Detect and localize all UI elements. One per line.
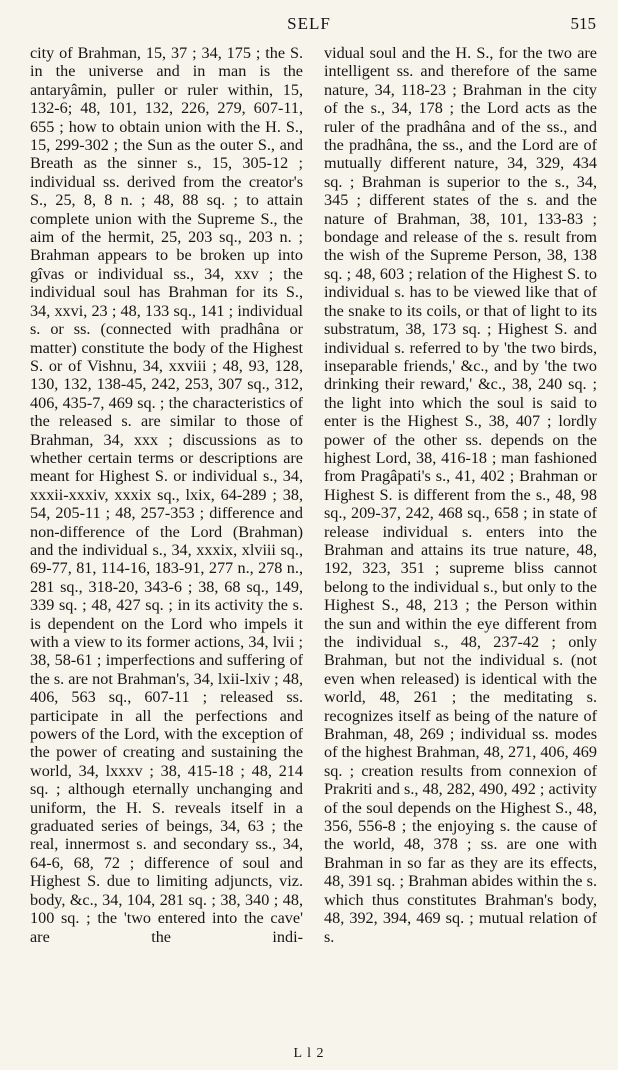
page-header <box>0 14 618 40</box>
signature-mark: L l 2 <box>293 1046 325 1061</box>
index-text-left: city of Brahman, 15, 37 ; 34, 175 ; the S. in the universe and in man is the antaryâmin, puller or ruler within, 15, 132-6; 48, 101, 132, 226, 279, 607-11, 655 ; how to obtain union with the H. S., 15, 299-302 ; the Sun as the outer S., and Breath as the sinner s., 15, 305-12 ; individual ss. derived from the creator's S., 25, 8, 8 n. ; 48, 88 sq. ; to attain complete union with the Supreme S., the aim of the hermit, 25, 203 sq., 203 n. ; Brahman appears to be broken up into gîvas or individual ss., 34, xxv ; the individual soul has Brahman for its S., 34, xxvi, 23 ; 48, 133 sq., 141 ; individual s. or ss. (connected with pradhâna or matter) constitute the body of the Highest S. or of Vishnu, 34, xxviii ; 48, 93, 128, 130, 132, 138-45, 242, 253, 307 sq., 312, 406, 435-7, 469 sq. ; the characteristics of the released s. are similar to those of Brahman, 34, xxx ; discussions as to whether certain terms or descriptions are meant for Highest S. or individual s., 34, xxxii-xxxiv, xxxix sq., lxix, 64-289 ; 38, 54, 205-11 ; 48, 257-353 ; difference and non-difference of the Lord (Brahman) and the individual s., 34, xxxix, xlviii sq., 69-77, 81, 114-16, 183-91, 277 n., 278 n., 281 sq., 318-20, 343-6 ; 38, 68 sq., 149, 339 sq. ; 48, 427 sq. ; in its activity the s. is dependent on the Lord who impels it with a view to its former actions, 34, lvii ; 38, 58-61 ; imperfections and suffering of the s. are not Brahman's, 34, lxii-lxiv ; 48, 406, 563 sq., 607-11 ; released ss. participate in all the perfections and powers of the Lord, with the exception of the power of creating and sustaining the world, 34, lxxxv ; 38, 415-18 ; 48, 214 sq. ; although eternally unchanging and uniform, the H. S. reveals itself in a graduated series of beings, 34, 63 ; the real, innermost s. and secondary ss., 34, 64-6, 68, 72 ; difference of soul and Highest S. due to limiting adjuncts, viz. body, &c., 34, 104, 281 sq. ; 38, 340 ; 48, 100 sq. ; the 'two entered into the cave' are the indi- <box>30 44 303 946</box>
index-text-right: vidual soul and the H. S., for the two are intelligent ss. and therefore of the same nature, 34, 118-23 ; Brahman in the city of the s., 34, 178 ; the Lord acts as the ruler of the pradhâna and of the ss., and the pradhâna, the ss., and the Lord are of mutually different nature, 34, 329, 434 sq. ; Brahman is superior to the s., 34, 345 ; different states of the s. and the nature of Brahman, 38, 101, 133-83 ; bondage and release of the s. result from the wish of the Supreme Person, 38, 138 sq. ; 48, 603 ; relation of the Highest S. to individual s. has to be viewed like that of the snake to its coils, or that of light to its substratum, 38, 173 sq. ; Highest S. and individual s. referred to by 'the two birds, inseparable friends,' &c., and by 'the two drinking their reward,' &c., 38, 240 sq. ; the light into which the soul is said to enter is the Highest S., 38, 407 ; lordly power of the other ss. depends on the highest Lord, 38, 416-18 ; man fashioned from Pragâpati's s., 41, 402 ; Brahman or Highest S. is different from the s., 48, 98 sq., 209-37, 242, 468 sq., 658 ; in state of release individual s. enters into the Brahman and attains its true nature, 48, 192, 323, 351 ; supreme bliss cannot belong to the individual s., but only to the Highest S., 48, 213 ; the Person within the sun and within the eye different from the individual s., 48, 237-42 ; only Brahman, but not the individual s. (not even when released) is identical with the world, 48, 261 ; the meditating s. recognizes itself as being of the nature of Brahman, 48, 269 ; individual ss. modes of the highest Brahman, 48, 271, 406, 469 sq. ; creation results from connexion of Prakriti and s., 48, 282, 490, 492 ; activity of the soul depends on the Highest S., 48, 356, 556-8 ; the enjoying s. the cause of the world, 48, 378 ; ss. are one with Brahman in so far as they are its effects, 48, 391 sq. ; Brahman abides within the s. which thus constitutes Brahman's body, 48, 392, 394, 469 sq. ; mutual relation of s. <box>324 44 597 946</box>
page-number: 515 <box>570 14 596 33</box>
running-head-title: SELF <box>287 14 331 33</box>
index-column-left <box>30 44 303 946</box>
index-column-right <box>324 44 597 946</box>
